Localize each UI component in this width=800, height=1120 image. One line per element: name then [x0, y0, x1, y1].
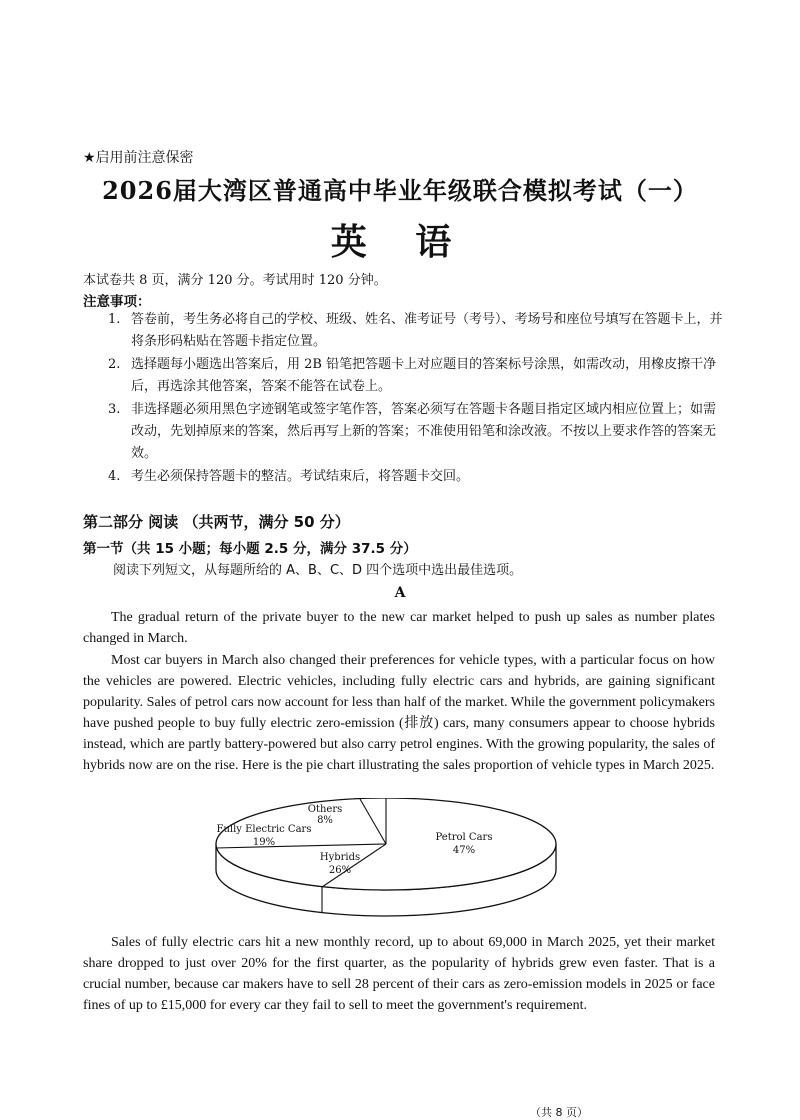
part-two-title: 第二部分 阅读 （共两节，满分 50 分）: [83, 513, 350, 531]
note-text: 答卷前，考生务必将自己的学校、班级、姓名、准考证号（考号）、考场号和座位号填写在答题卡上，并将条形码粘贴在答题卡指定位置。: [131, 312, 723, 350]
pie-slice-label: Hybrids: [319, 852, 361, 863]
pie-slice-value: 47%: [452, 845, 476, 856]
note-text: 考生必须保持答题卡的整洁。考试结束后，将答题卡交回。: [131, 468, 470, 484]
exam-title: 2026届大湾区普通高中毕业年级联合模拟考试（一）: [102, 176, 698, 205]
pie-slice-label: Others: [307, 804, 343, 815]
notes-heading: 注意事项：: [83, 294, 151, 310]
note-item: [108, 466, 723, 488]
note-text: 选择题每小题选出答案后，用 2B 铅笔把答题卡上对应题目的答案标号涂黑，如需改动，用橡皮擦干净后，再选涂其他答案，答案不能答在试卷上。: [131, 356, 717, 395]
exam-info: 本试卷共 8 页，满分 120 分。考试用时 120 分钟。: [83, 273, 387, 288]
note-item: [108, 354, 723, 399]
subject-title: 英 语: [330, 221, 470, 263]
note-number: 4.: [108, 468, 121, 484]
note-number: 2.: [108, 356, 121, 372]
pie-slice-value: 26%: [328, 865, 352, 876]
pie-slice-label: Petrol Cars: [435, 832, 493, 843]
pie-slice-label: Fully Electric Cars: [216, 824, 312, 835]
note-text: 非选择题必须用黑色字迹钢笔或签字笔作答，答案必须写在答题卡各题目指定区域内相应位置上；如需改动，先划掉原来的答案，然后再写上新的答案；不准使用铅笔和涂改液。不按以上要求作答的答案无效。: [131, 401, 717, 462]
confidential-mark: ★启用前注意保密: [83, 150, 194, 166]
pie-slice-value: 19%: [252, 837, 276, 848]
passage-label: A: [394, 585, 406, 601]
pie-slice-value: 8%: [317, 815, 333, 826]
passage-paragraph: Most car buyers in March also changed their preferences for vehicle types, with a particular focus on how the vehicles are powered. Electric vehicles, including fully electric cars and hybrids, are gaining significant popularity. Sales of petrol cars now account for less than half of the market. While the government policymakers have pushed people to buy fully electric zero-emission (排放) cars, many consumers appear to choose hybrids instead, which are partly battery-powered but also carry petrol engines. With the growing popularity, the sales of hybrids now are on the rise. Here is the pie chart illustrating the sales proportion of vehicle types in March 2025.: [83, 653, 715, 773]
note-number: 1.: [108, 312, 121, 327]
section-direction: 阅读下列短文，从每题所给的 A、B、C、D 四个选项中选出最佳选项。: [113, 563, 523, 578]
note-number: 3.: [108, 401, 121, 417]
note-item: [108, 309, 723, 354]
passage-paragraph: The gradual return of the private buyer to the new car market helped to push up sales as number plates changed in March.: [83, 610, 715, 646]
passage-paragraph: Sales of fully electric cars hit a new monthly record, up to about 69,000 in March 2025, yet their market share dropped to just over 20% for the first quarter, as the popularity of hybrids grew even faster. That is a crucial number, because car makers have to sell 28 percent of their cars as zero-emission models in 2025 or face fines of up to £15,000 for every car they fail to sell to meet the government's requirement.: [83, 935, 715, 1013]
notes-list: [108, 309, 723, 488]
page-footer: （共 8 页）: [530, 1106, 588, 1119]
section-one-title: 第一节（共 15 小题；每小题 2.5 分，满分 37.5 分）: [83, 541, 417, 557]
note-item: [108, 399, 723, 466]
vehicle-type-pie-chart: [212, 798, 564, 918]
